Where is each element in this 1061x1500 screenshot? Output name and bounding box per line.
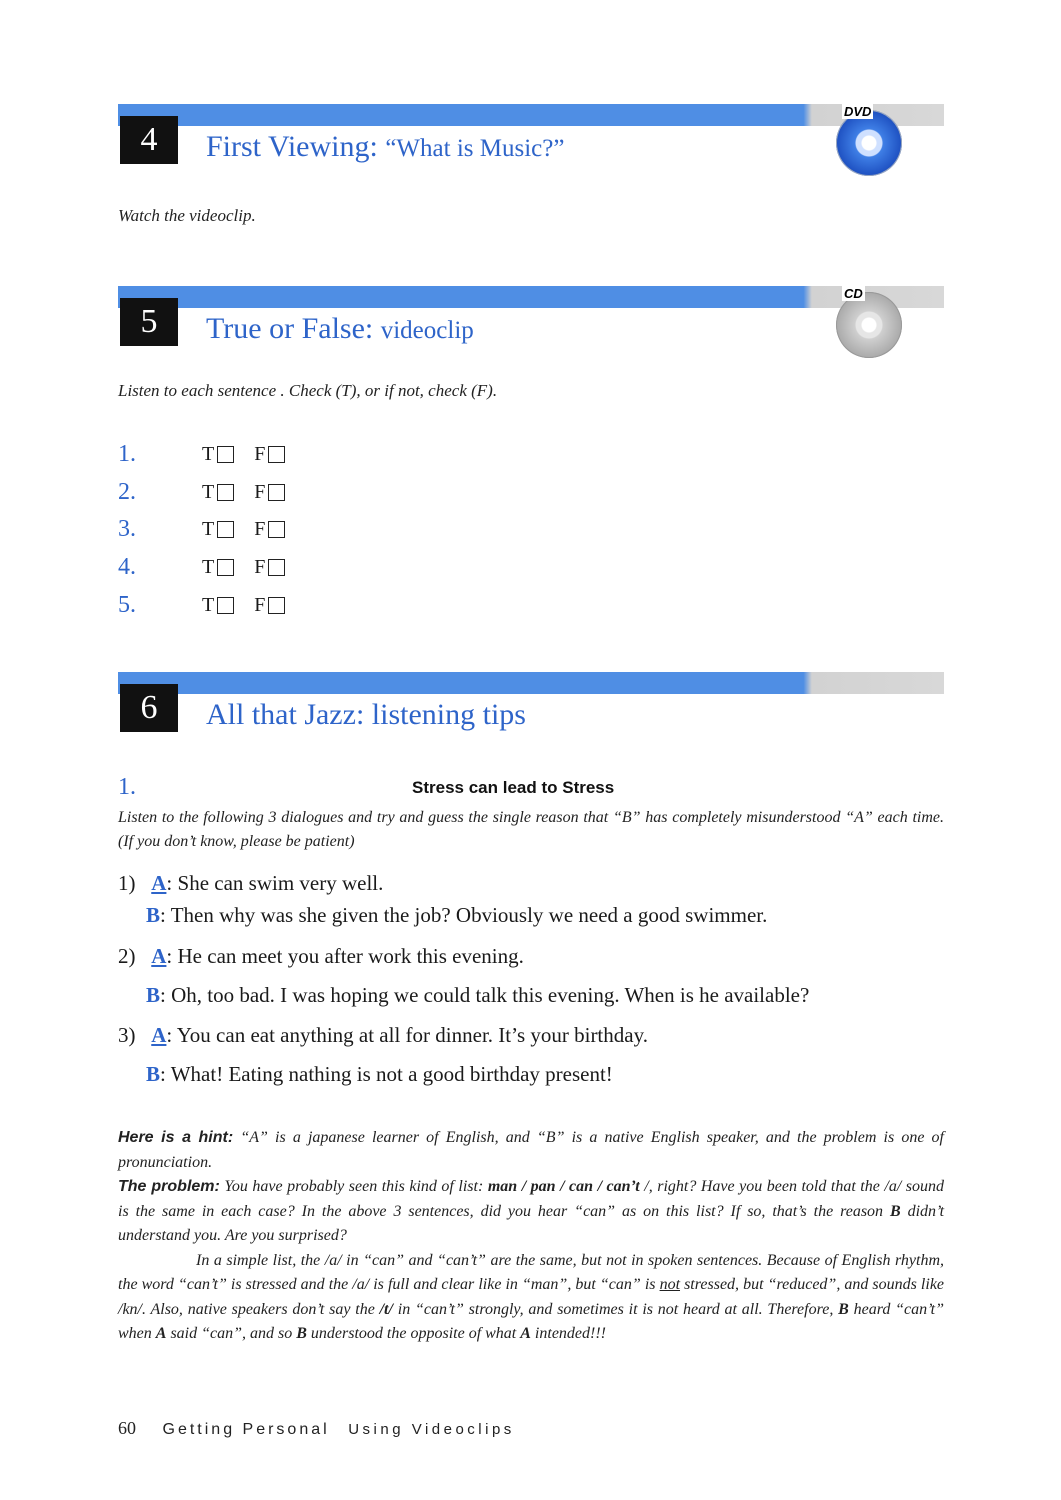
cd-icon bbox=[836, 286, 902, 358]
explain-text: stressed, but “reduced”, and sounds like /kn/. Also, native speakers don’t say the bbox=[118, 1276, 945, 1318]
speaker-a: A bbox=[151, 1023, 167, 1047]
dialogue-2-b: B: Oh, too bad. I was hoping we could talk this evening. When is he available? bbox=[146, 983, 810, 1007]
page-footer bbox=[118, 1418, 515, 1439]
dialogue-text: She can swim very well. bbox=[177, 871, 384, 895]
explain-text: understood the opposite of what bbox=[310, 1325, 517, 1342]
true-option[interactable] bbox=[202, 556, 234, 579]
tf-row-4 bbox=[118, 552, 305, 582]
section-title-sub: listening tips bbox=[371, 698, 526, 731]
false-label: F bbox=[254, 517, 266, 540]
false-label: F bbox=[254, 593, 266, 616]
false-label: F bbox=[254, 555, 266, 578]
explain-text: intended!!! bbox=[534, 1325, 606, 1342]
dialogue-3-a: 3) A: You can eat anything at all for dinner. It’s your birthday. bbox=[118, 1023, 648, 1047]
false-checkbox[interactable] bbox=[268, 597, 285, 614]
dialogue-index: 3) bbox=[118, 1023, 136, 1047]
tip-intro: Listen to the following 3 dialogues and try and guess the single reason that “B” has completely misunderstood “A” each time. (If you don’t know, please be patient) bbox=[118, 809, 944, 850]
section-title-main: All that Jazz: bbox=[206, 698, 365, 731]
section-5-header bbox=[118, 286, 944, 356]
true-option[interactable] bbox=[202, 518, 234, 541]
section-title bbox=[206, 312, 474, 346]
problem-text: didn’t understand you. Are you surprised? bbox=[118, 1202, 945, 1244]
tf-number: 4. bbox=[118, 553, 136, 580]
true-label: T bbox=[202, 593, 215, 616]
true-checkbox[interactable] bbox=[217, 521, 234, 538]
true-checkbox[interactable] bbox=[217, 597, 234, 614]
explain-t: /t/ bbox=[379, 1300, 393, 1318]
section-title-sub: videoclip bbox=[380, 317, 474, 344]
cd-label: CD bbox=[844, 286, 863, 301]
section-4-instruction: Watch the videoclip. bbox=[118, 206, 256, 225]
false-option[interactable] bbox=[254, 443, 285, 466]
tf-row-1 bbox=[118, 439, 305, 469]
false-option[interactable] bbox=[254, 481, 285, 504]
false-option[interactable] bbox=[254, 518, 285, 541]
problem-text: /, right? Have you been told that the /a/ sound is the same in each case? In the above 3 sentences, did you hear “can” as on this list? If so, that’s the reason bbox=[118, 1178, 945, 1220]
true-label: T bbox=[202, 442, 215, 465]
dialogue-1-b: B: Then why was she given the job? Obviously we need a good swimmer. bbox=[146, 903, 768, 927]
section-title bbox=[206, 698, 526, 732]
dialogue-text: Oh, too bad. I was hoping we could talk this evening. When is he available? bbox=[171, 983, 810, 1007]
false-label: F bbox=[254, 480, 266, 503]
speaker-b: B bbox=[146, 983, 161, 1007]
book-title: Getting Personal bbox=[162, 1421, 330, 1438]
false-checkbox[interactable] bbox=[268, 559, 285, 576]
true-checkbox[interactable] bbox=[217, 446, 234, 463]
false-option[interactable] bbox=[254, 556, 285, 579]
explain-not: not bbox=[659, 1276, 681, 1293]
problem-b: B bbox=[889, 1202, 901, 1220]
hint-block bbox=[118, 1126, 944, 1347]
book-subtitle: Using Videoclips bbox=[348, 1421, 515, 1438]
false-option[interactable] bbox=[254, 594, 285, 617]
tip-number: 1. bbox=[118, 774, 136, 800]
tf-number: 1. bbox=[118, 440, 136, 467]
false-checkbox[interactable] bbox=[268, 521, 285, 538]
explain-b: B bbox=[296, 1325, 307, 1342]
dialogue-3-b: B: What! Eating nathing is not a good birthday present! bbox=[146, 1062, 613, 1086]
section-number: 6 bbox=[120, 684, 178, 732]
tip-title: Stress can lead to Stress bbox=[412, 778, 615, 797]
explain-a: A bbox=[520, 1325, 531, 1342]
explain-b: B bbox=[838, 1300, 849, 1318]
problem-text: You have probably seen this kind of list: bbox=[224, 1178, 484, 1195]
problem-label: The problem: bbox=[118, 1178, 220, 1195]
true-checkbox[interactable] bbox=[217, 559, 234, 576]
tf-number: 2. bbox=[118, 478, 136, 505]
dialogue-text: What! Eating nathing is not a good birthday present! bbox=[170, 1062, 613, 1086]
dialogue-text: Then why was she given the job? Obviously we need a good swimmer. bbox=[170, 903, 768, 927]
hint-text: “A” is a japanese learner of English, and “B” is a native English speaker, and the problem is one of pronunciation. bbox=[118, 1129, 945, 1171]
dvd-label: DVD bbox=[844, 104, 872, 119]
hint-label: Here is a hint: bbox=[118, 1129, 234, 1146]
header-bar bbox=[118, 286, 944, 308]
tf-row-5 bbox=[118, 590, 305, 620]
explain-text: In a simple list, the /a/ in “can” and “can’t” are the same, but not in spoken sentences. Because of English rhythm, the word “can’t” is stressed and the /a/ is full and clear like in “man”, but “can” is bbox=[118, 1251, 944, 1293]
true-option[interactable] bbox=[202, 481, 234, 504]
true-label: T bbox=[202, 480, 215, 503]
page-number: 60 bbox=[118, 1418, 136, 1438]
dialogue-2-a: 2) A: He can meet you after work this evening. bbox=[118, 944, 524, 968]
true-label: T bbox=[202, 517, 215, 540]
true-option[interactable] bbox=[202, 443, 234, 466]
dialogue-text: He can meet you after work this evening. bbox=[177, 944, 524, 968]
dialogue-1-a: 1) A: She can swim very well. bbox=[118, 871, 384, 895]
false-checkbox[interactable] bbox=[268, 446, 285, 463]
section-4-header bbox=[118, 104, 944, 174]
explain-text: said “can”, and so bbox=[170, 1325, 293, 1342]
tf-row-3 bbox=[118, 514, 305, 544]
dialogue-index: 1) bbox=[118, 871, 136, 895]
explain-text: in “can’t” strongly, and sometimes it is not heard at all. Therefore, bbox=[397, 1300, 834, 1318]
speaker-a: A bbox=[151, 944, 167, 968]
true-option[interactable] bbox=[202, 594, 234, 617]
section-title-sub: “What is Music?” bbox=[385, 135, 565, 162]
dialogue-index: 2) bbox=[118, 944, 136, 968]
tf-number: 5. bbox=[118, 591, 136, 618]
true-checkbox[interactable] bbox=[217, 484, 234, 501]
tf-number: 3. bbox=[118, 515, 136, 542]
section-title bbox=[206, 130, 564, 164]
dialogue-text: You can eat anything at all for dinner. It’s your birthday. bbox=[176, 1023, 648, 1047]
speaker-b: B bbox=[146, 903, 161, 927]
section-5-instruction: Listen to each sentence . Check (T), or if not, check (F). bbox=[118, 381, 498, 400]
speaker-a: A bbox=[151, 871, 167, 895]
false-label: F bbox=[254, 442, 266, 465]
true-label: T bbox=[202, 555, 215, 578]
false-checkbox[interactable] bbox=[268, 484, 285, 501]
tf-row-2 bbox=[118, 477, 305, 507]
explain-text: heard “can’t” when bbox=[118, 1300, 945, 1342]
section-title-main: First Viewing: bbox=[206, 130, 378, 163]
speaker-b: B bbox=[146, 1062, 161, 1086]
header-bar bbox=[118, 672, 944, 694]
header-bar bbox=[118, 104, 944, 126]
section-6-header bbox=[118, 672, 944, 742]
section-number: 5 bbox=[120, 298, 178, 346]
problem-list: man / pan / can / can’t bbox=[487, 1178, 640, 1195]
section-number: 4 bbox=[120, 116, 178, 164]
section-title-main: True or False: bbox=[206, 312, 374, 345]
explain-a: A bbox=[155, 1325, 167, 1342]
dvd-icon bbox=[836, 104, 902, 176]
